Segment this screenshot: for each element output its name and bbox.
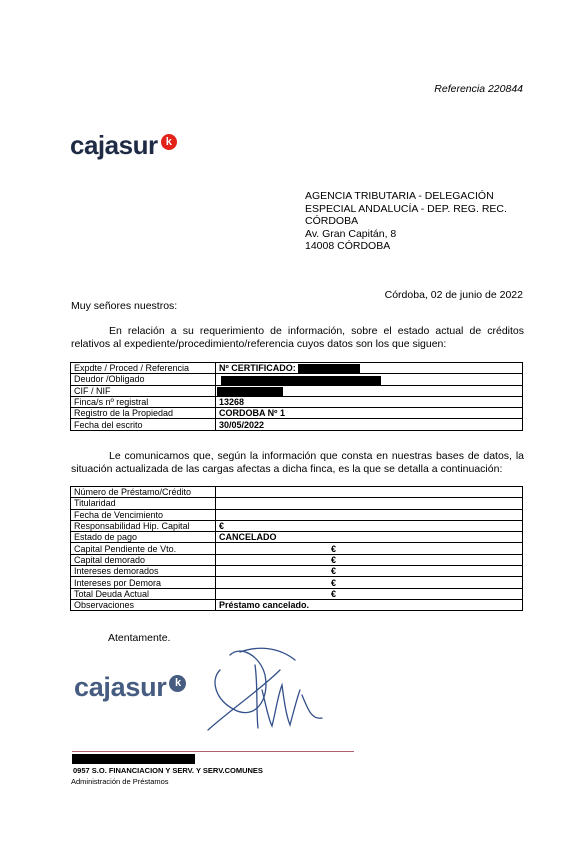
- recipient-address: [305, 190, 507, 253]
- row-value: €: [216, 520, 523, 531]
- row-label: Estado de pago: [71, 532, 216, 543]
- euro-amount: €: [331, 566, 337, 577]
- department-subtitle: Administración de Préstamos: [71, 777, 169, 786]
- row-label: Número de Préstamo/Crédito: [71, 487, 216, 498]
- row-label: Capital Pendiente de Vto.: [71, 543, 216, 554]
- row-value: [216, 588, 523, 599]
- redaction-block: [72, 754, 195, 764]
- logo-text: cajasur: [74, 672, 167, 702]
- row-value: CANCELADO: [216, 532, 523, 543]
- row-value: [216, 363, 523, 374]
- address-line: AGENCIA TRIBUTARIA - DELEGACIÓN: [305, 190, 494, 202]
- row-value: [216, 566, 523, 577]
- address-line: ESPECIAL ANDALUCÍA - DEP. REG. REC.: [305, 202, 507, 215]
- greeting: Muy señores nuestros:: [71, 300, 178, 312]
- row-label: Fecha del escrito: [71, 419, 216, 430]
- letter-date: Córdoba, 02 de junio de 2022: [384, 289, 523, 301]
- table-row: [71, 532, 523, 543]
- cajasur-stamp-logo: [74, 672, 186, 703]
- department-name: 0957 S.O. FINANCIACION Y SERV. Y SERV.COMUNES: [73, 766, 263, 775]
- table-row: [71, 408, 523, 419]
- table-row: [71, 487, 523, 498]
- table-row: [71, 566, 523, 577]
- row-value: Préstamo cancelado.: [216, 599, 523, 610]
- row-value: [216, 487, 523, 498]
- euro-amount: €: [331, 554, 337, 565]
- status-paragraph: Le comunicamos que, según la información que consta en nuestras bases de datos, la situación actualizada de las cargas afectas a dicha finca, es la que se detalla a continuación:: [71, 450, 524, 475]
- row-label: Finca/s nº registral: [71, 396, 216, 407]
- table-row: [71, 577, 523, 588]
- closing: Atentamente.: [108, 632, 171, 644]
- row-value: [216, 385, 523, 396]
- row-value: 30/05/2022: [216, 419, 523, 430]
- row-value: [216, 509, 523, 520]
- logo-text: cajasur: [70, 130, 158, 160]
- euro-amount: €: [331, 543, 337, 554]
- table-row: [71, 498, 523, 509]
- row-value: [216, 577, 523, 588]
- address-line: 14008 CÓRDOBA: [305, 240, 391, 252]
- row-label: Expdte / Proced / Referencia: [71, 363, 216, 374]
- redaction-block: [298, 364, 360, 373]
- reference-number: Referencia 220844: [434, 83, 523, 95]
- table-row: [71, 396, 523, 407]
- address-line: Av. Gran Capitán, 8: [305, 227, 397, 240]
- row-value: [216, 554, 523, 565]
- row-value: [216, 498, 523, 509]
- loan-status-table: [70, 486, 523, 611]
- signature-line: [72, 751, 354, 752]
- table-row: [71, 419, 523, 430]
- row-label: Titularidad: [71, 498, 216, 509]
- table-row: [71, 520, 523, 531]
- redaction-block: [221, 376, 381, 385]
- redaction-block: [217, 387, 283, 396]
- table-row: [71, 363, 523, 374]
- logo-mark-icon: k: [161, 134, 177, 150]
- table-row: [71, 509, 523, 520]
- row-value: [216, 374, 523, 385]
- row-label: Intereses por Demora: [71, 577, 216, 588]
- table-row: [71, 554, 523, 565]
- row-label: Intereses demorados: [71, 566, 216, 577]
- request-data-table: [70, 362, 523, 431]
- row-label: Capital demorado: [71, 554, 216, 565]
- row-label: Responsabilidad Hip. Capital: [71, 520, 216, 531]
- row-value: 13268: [216, 396, 523, 407]
- euro-amount: €: [331, 577, 337, 588]
- cajasur-logo: [70, 130, 177, 161]
- table-row: [71, 599, 523, 610]
- signature-icon: [200, 640, 340, 740]
- certificate-label: Nº CERTIFICADO:: [219, 363, 296, 374]
- row-label: CIF / NIF: [71, 385, 216, 396]
- euro-amount: €: [331, 588, 337, 599]
- row-label: Registro de la Propiedad: [71, 408, 216, 419]
- row-label: Deudor /Obligado: [71, 374, 216, 385]
- logo-mark-icon: k: [169, 675, 186, 692]
- row-label: Observaciones: [71, 599, 216, 610]
- row-value: CORDOBA Nº 1: [216, 408, 523, 419]
- table-row: [71, 374, 523, 385]
- table-row: [71, 543, 523, 554]
- table-row: [71, 588, 523, 599]
- address-line: CÓRDOBA: [305, 215, 359, 227]
- row-label: Total Deuda Actual: [71, 588, 216, 599]
- intro-paragraph: En relación a su requerimiento de información, sobre el estado actual de créditos relativos al expediente/procedimiento/referencia cuyos datos son los que siguen:: [71, 325, 524, 350]
- table-row: [71, 385, 523, 396]
- row-value: [216, 543, 523, 554]
- row-label: Fecha de Vencimiento: [71, 509, 216, 520]
